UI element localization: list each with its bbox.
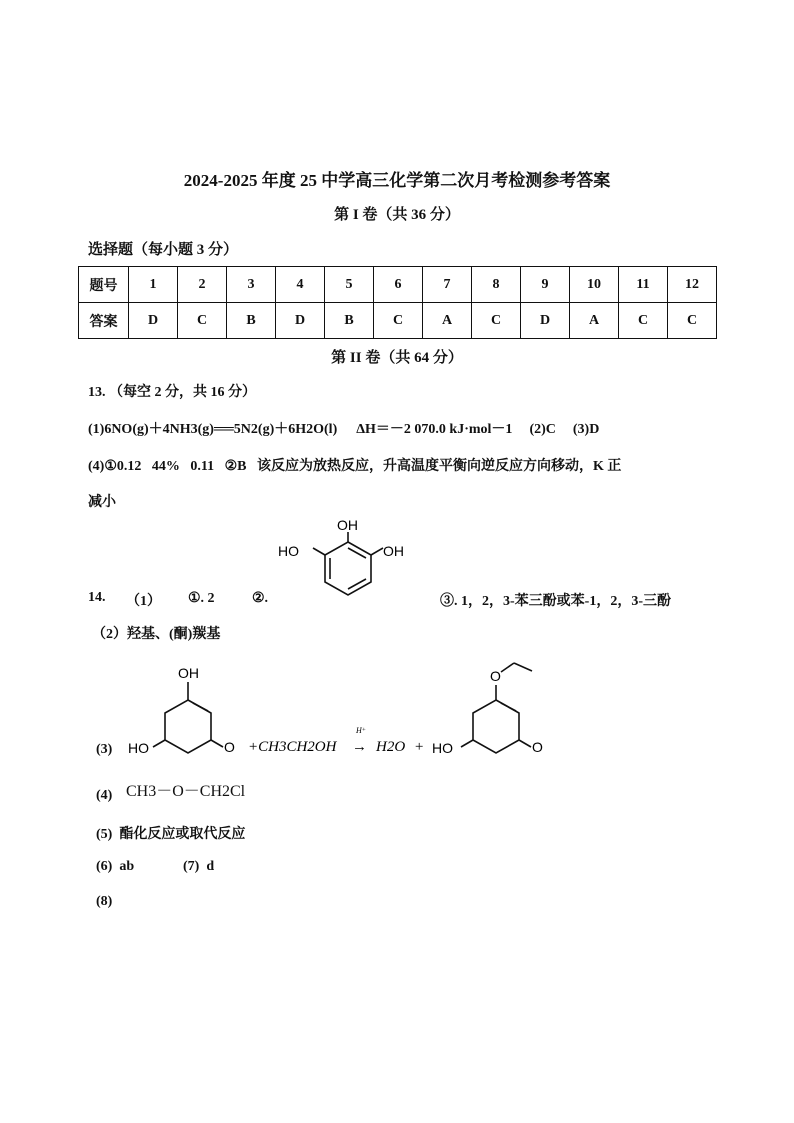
product-ho: HO — [432, 740, 453, 756]
plus-sign: + — [414, 739, 425, 755]
answer-cell: D — [276, 303, 325, 339]
document-title: 2024-2025 年度 25 中学高三化学第二次月考检测参考答案 — [183, 171, 611, 190]
q14-part1-a: ①. 2 — [188, 591, 215, 606]
answer-cell: C — [472, 303, 521, 339]
question-number-cell: 9 — [521, 267, 570, 303]
reaction-arrow: → — [352, 739, 367, 755]
reactant-oh: OH — [178, 665, 199, 681]
reaction-scheme — [120, 655, 560, 765]
q14-part6: (6) ab — [96, 859, 135, 874]
q14-part1-label: （1） — [126, 594, 161, 609]
water-product: H2O — [376, 739, 406, 755]
q14-part3-label: (3) — [96, 742, 113, 757]
reactant-keto-o: O — [224, 739, 235, 755]
q13-line2: (4)①0.12 44% 0.11 ②B 该反应为放热反应，升高温度平衡向逆反应方向移动，K 正 — [88, 459, 622, 474]
question-number-cell: 12 — [668, 267, 717, 303]
q14-part1-c: ③. 1，2，3-苯三酚或苯-1，2，3-三酚 — [440, 594, 671, 609]
q14-part4-formula: CH3－O－CH2Cl — [126, 783, 246, 800]
table-row-label: 答案 — [79, 303, 129, 339]
q13-heading: 13. （每空 2 分，共 16 分） — [88, 385, 256, 400]
product-ether-o: O — [490, 668, 501, 684]
q13-part2-answer: (2)C — [529, 422, 556, 437]
q13-line1 — [88, 418, 599, 438]
answer-cell: C — [668, 303, 717, 339]
answer-cell: B — [325, 303, 374, 339]
question-number-cell: 4 — [276, 267, 325, 303]
table-row-answers — [79, 303, 717, 339]
part1-heading: 第 I 卷（共 36 分） — [334, 207, 460, 223]
pyrogallol-ho-left: HO — [278, 543, 299, 559]
question-number-cell: 6 — [374, 267, 423, 303]
table-row-numbers — [79, 267, 717, 303]
catalyst-label: H⁺ — [356, 726, 366, 735]
question-number-cell: 3 — [227, 267, 276, 303]
answer-cell: C — [619, 303, 668, 339]
question-number-cell: 1 — [129, 267, 178, 303]
question-number-cell: 10 — [570, 267, 619, 303]
answer-cell: A — [423, 303, 472, 339]
q14-part7: (7) d — [183, 859, 215, 874]
pyrogallol-oh-top: OH — [337, 517, 358, 533]
q13-line3: 减小 — [88, 495, 116, 510]
q13-part3-answer: (3)D — [572, 422, 600, 437]
q13-equation: (1)6NO(g)＋4NH3(g)══5N2(g)＋6H2O(l) — [88, 422, 338, 437]
choice-section-heading: 选择题（每小题 3 分） — [88, 242, 239, 258]
q14-part1-b: ②. — [252, 591, 269, 606]
answer-cell: D — [129, 303, 178, 339]
table-row-label: 题号 — [79, 267, 129, 303]
q14-part4-label: (4) — [96, 788, 113, 803]
ethanol-reagent: +CH3CH2OH — [248, 739, 337, 755]
q14-number: 14. — [88, 590, 106, 605]
q14-part2: （2）羟基、(酮)羰基 — [92, 627, 221, 642]
q14-part8: (8) — [96, 894, 113, 909]
answer-cell: B — [227, 303, 276, 339]
question-number-cell: 8 — [472, 267, 521, 303]
question-number-cell: 11 — [619, 267, 668, 303]
pyrogallol-structure — [275, 512, 415, 622]
product-keto-o: O — [532, 739, 543, 755]
reactant-ho: HO — [128, 740, 149, 756]
answer-cell: D — [521, 303, 570, 339]
part2-heading: 第 II 卷（共 64 分） — [331, 350, 463, 366]
question-number-cell: 7 — [423, 267, 472, 303]
q13-enthalpy: ΔH＝－2 070.0 kJ·mol－1 — [356, 422, 513, 437]
answer-cell: C — [374, 303, 423, 339]
q14-part5: (5) 酯化反应或取代反应 — [96, 827, 246, 842]
question-number-cell: 2 — [178, 267, 227, 303]
question-number-cell: 5 — [325, 267, 374, 303]
answer-cell: C — [178, 303, 227, 339]
answer-cell: A — [570, 303, 619, 339]
answer-table — [78, 266, 717, 339]
pyrogallol-oh-right: OH — [383, 543, 404, 559]
